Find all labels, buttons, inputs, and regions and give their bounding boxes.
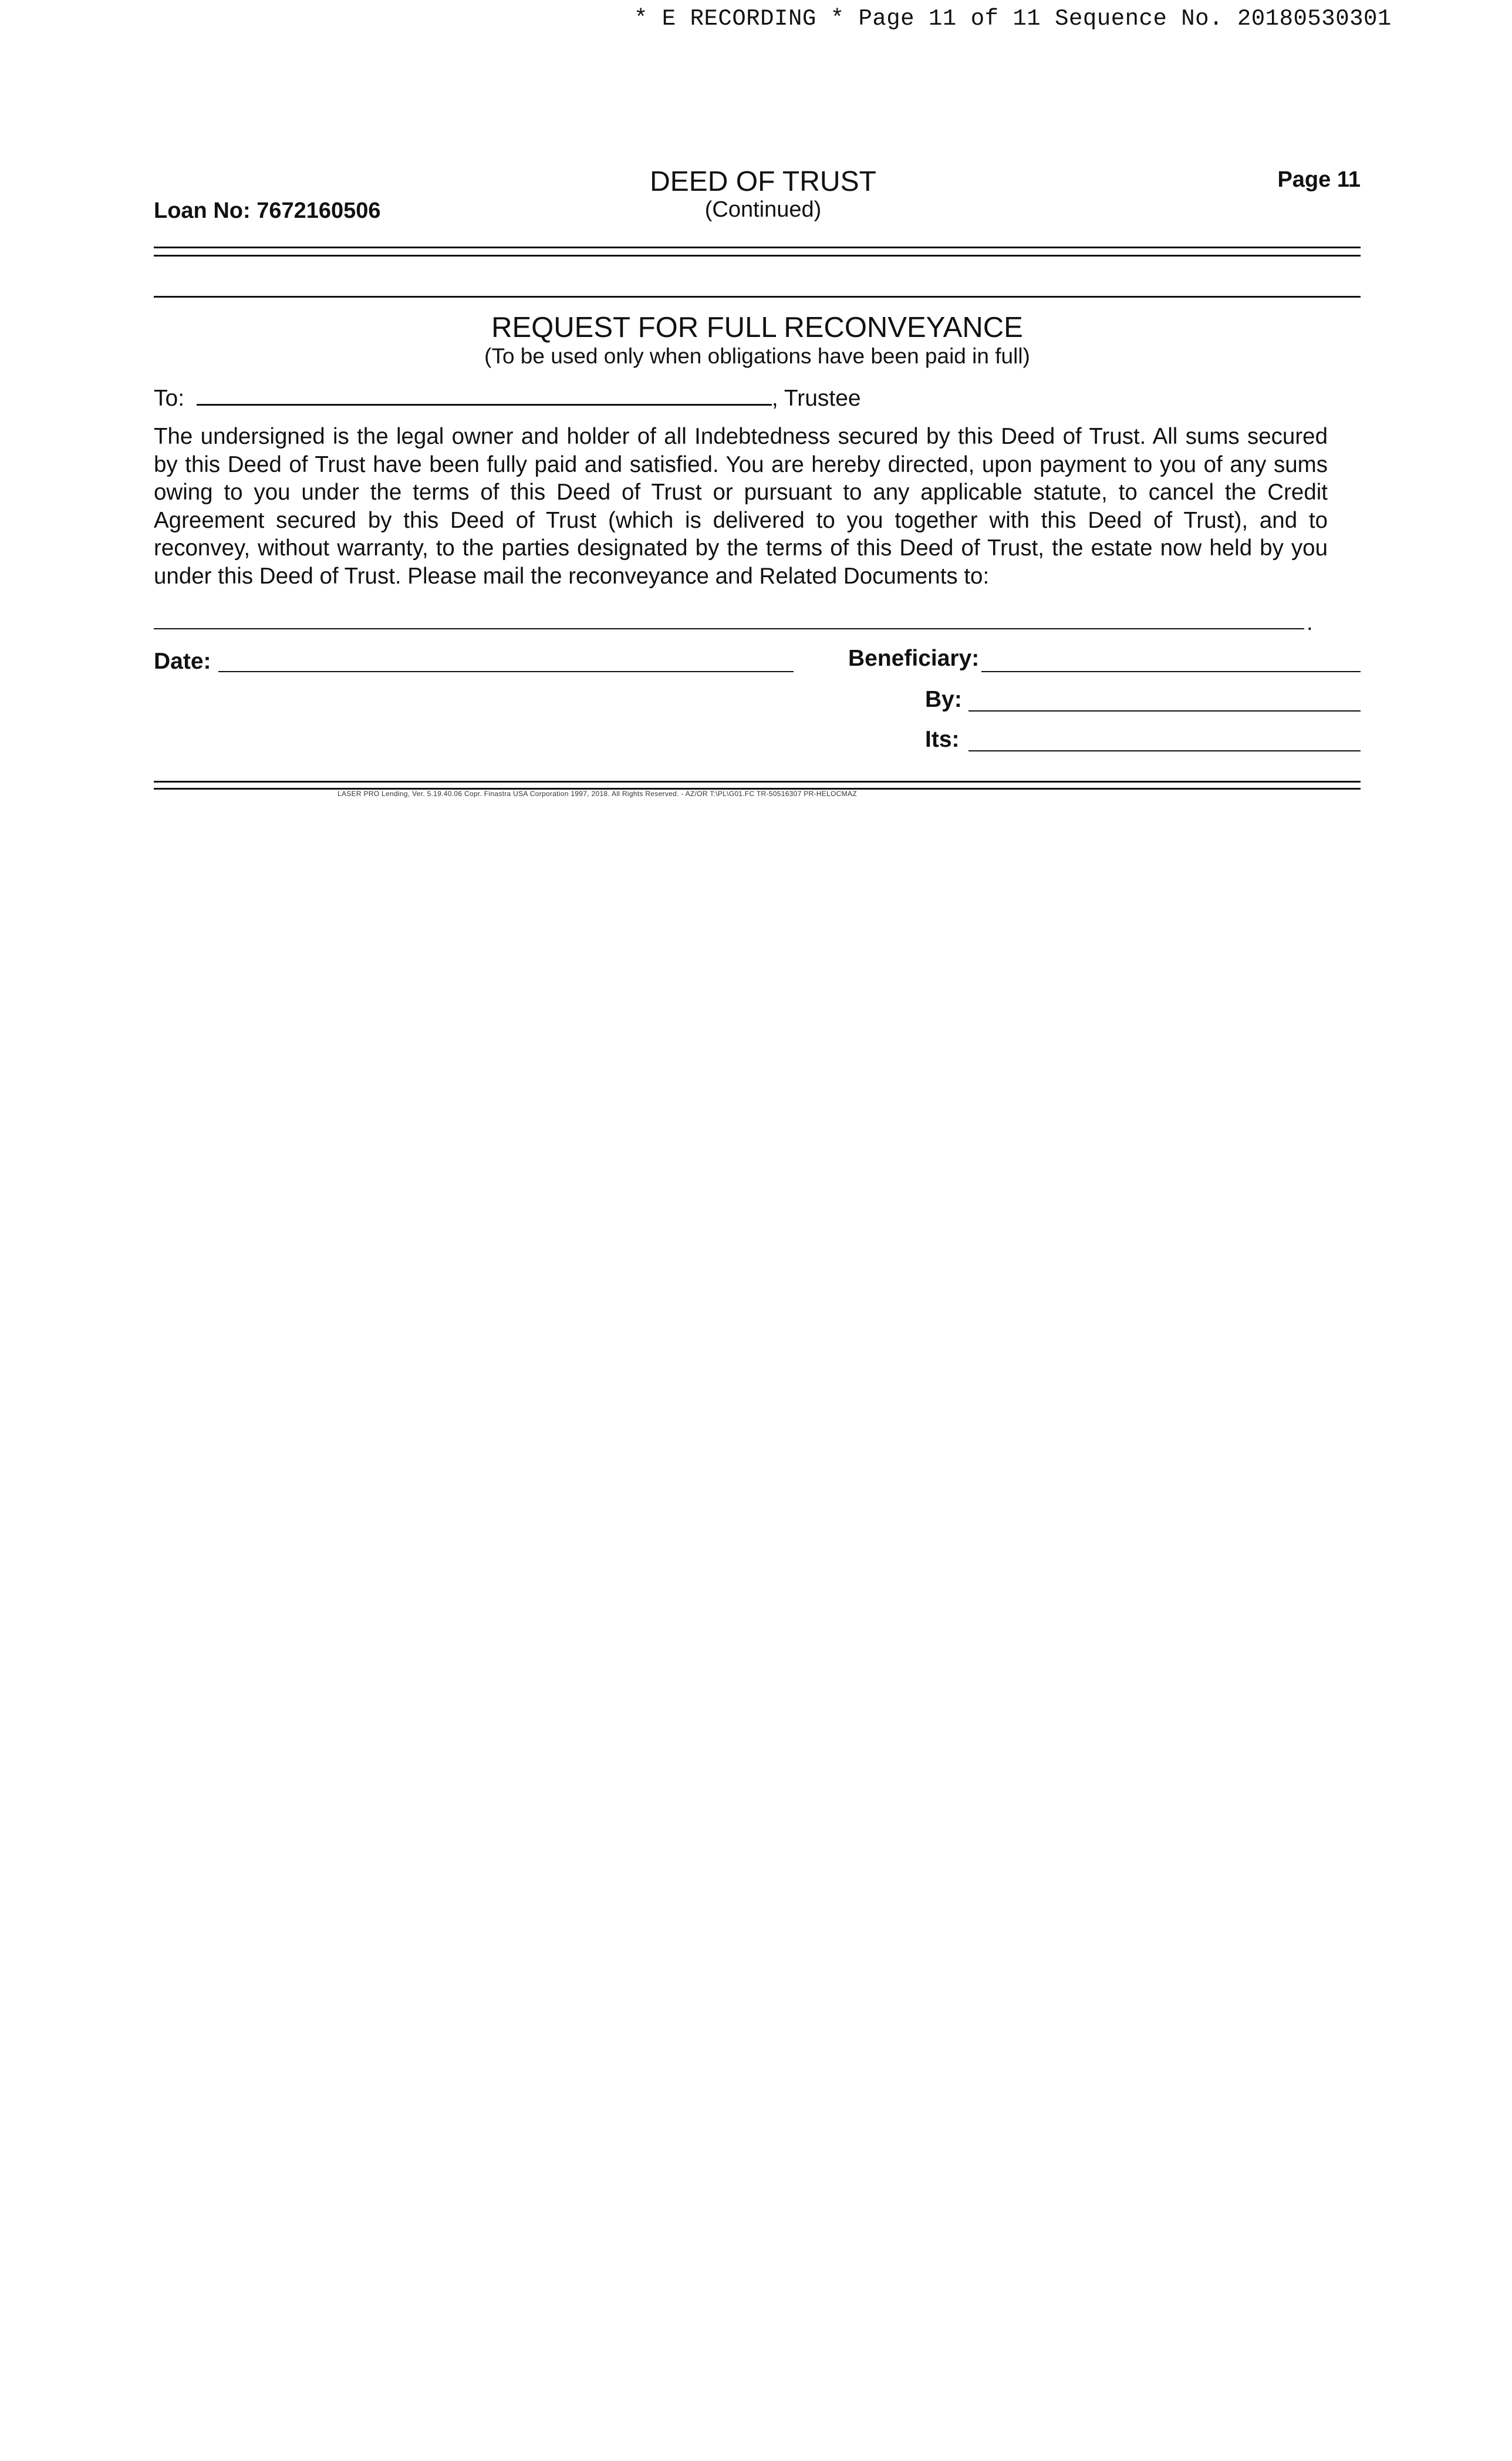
date-field[interactable]	[218, 671, 794, 672]
document-title: DEED OF TRUST	[650, 166, 876, 197]
section-subtitle: (To be used only when obligations have been paid in full)	[484, 344, 1030, 368]
header-divider-top	[154, 247, 1361, 248]
footer-divider-top	[154, 781, 1361, 783]
reconveyance-request-text: The undersigned is the legal owner and holder of all Indebtedness secured by this Deed of Trust. All sums secured by this Deed of Trust have been fully paid and satisfied. You are hereby directed, upon payment to you of any sums owing to you under the terms of this Deed of Trust or pursuant to any applicable statute, to cancel the Credit Agreement secured by this Deed of Trust (which is delivered to you together with this Deed of Trust), and to reconvey, without warranty, to the parties designated by the terms of this Deed of Trust, the estate now held by you under this Deed of Trust. Please mail the reconveyance and Related Documents to:	[154, 424, 1328, 589]
beneficiary-field[interactable]	[981, 671, 1361, 672]
trustee-name-field[interactable]	[197, 384, 772, 406]
date-label: Date:	[154, 649, 211, 674]
software-footer: LASER PRO Lending, Ver. 5.19.40.06 Copr. Finastra USA Corporation 1997, 2018. All Rights Reserved. - AZ/OR T:\PL\G01.FC TR-50516307 PR-HELOCMAZ	[338, 790, 857, 798]
to-label: To:	[154, 386, 185, 411]
by-label: By:	[925, 687, 962, 712]
document-subtitle: (Continued)	[704, 197, 822, 222]
beneficiary-label: Beneficiary:	[848, 646, 980, 671]
mail-to-address-field[interactable]	[154, 628, 1304, 629]
loan-number: Loan No: 7672160506	[154, 198, 381, 223]
to-line	[154, 384, 861, 412]
its-label: Its:	[925, 727, 960, 752]
header-divider-bottom	[154, 255, 1361, 257]
trustee-label: , Trustee	[771, 386, 861, 411]
page-number: Page 11	[1277, 167, 1361, 192]
mail-to-period: .	[1307, 611, 1313, 635]
recording-header: * E RECORDING * Page 11 of 11 Sequence No. 20180530301	[634, 6, 1392, 32]
section-divider	[154, 296, 1361, 298]
its-title-field[interactable]	[968, 750, 1361, 751]
by-signature-field[interactable]	[968, 710, 1361, 712]
section-title: REQUEST FOR FULL RECONVEYANCE	[491, 312, 1023, 343]
